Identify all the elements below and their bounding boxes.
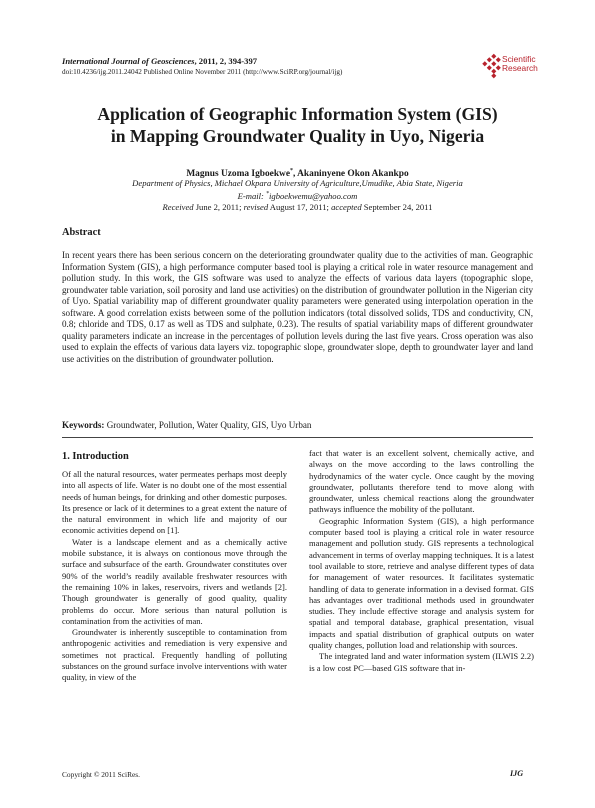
dates-line: [40, 202, 555, 213]
doi-line: doi:10.4236/ijg.2011.24042 Published Online November 2011 (http://www.SciRP.org/journal/ijg): [62, 68, 343, 76]
title-line-1: Application of Geographic Information System (GIS): [97, 104, 498, 124]
author-2: , Akaninyene Okon Akankpo: [292, 169, 409, 180]
section-divider: [62, 437, 533, 438]
left-column: [62, 469, 287, 684]
journal-abbreviation: IJG: [510, 769, 524, 778]
received-label: Received: [162, 201, 194, 212]
accepted-label: accepted: [331, 201, 362, 212]
email-label: E-mail:: [237, 190, 267, 201]
paper-title: [40, 103, 555, 147]
revised-date: August 17, 2011;: [268, 201, 332, 212]
abstract-text: In recent years there has been serious concern on the deteriorating groundwater quality due to the activities of man. Geographic Information System (GIS), a high performance computer based tool is playing a critical role in water resource management and pollution study. In this work, the GIS software was used to analyze the effects of various data layers (topographic slope, groundwater table variation, soil porosity and land use activities) on the distribution of groundwater pollution in the Nigerian city of Uyo. Spatial variability map of different groundwater quality parameters were generated using interpolation operation in the software. A good correlation exists between some of the pollution indicators (total dissolved solids, TDS and conductivity, CN, 0.8; chloride and TDS, 0.17 as well as TDS and sulphate, 0.23). The results of spatial variability maps of different groundwater quality parameters indicate an increase in the percentages of pollution levels during the last five years. Cross operation was also used to explain the effects of various data layers viz. topographic slope, groundwater slope, depth to groundwater layer and land use activities on the distribution of groundwater pollution.: [62, 250, 534, 364]
intro-paragraph-5: Geographic Information System (GIS), a high performance computer based tool is playing a critical role in water resource management and pollution study. GIS represents a technological advancement in terms of overlay mapping techniques. It is a latest tool available to store, retrieve and analyse different types of data for management of water resources. It facilitates systematic handling of data to generate information in a devised format. GIS has advantages over traditional methods used in groundwater studies. They include effective storage and analysis system for spatial and temporal database, graphical presentation, visual impacts and spatial distribution of graphical outputs on water quality changes, pollution load and relationship with sources.: [309, 515, 534, 651]
copyright-footer: Copyright © 2011 SciRes.: [62, 770, 141, 779]
corresponding-mark: *: [289, 168, 293, 174]
title-line-2: in Mapping Groundwater Quality in Uyo, Nigeria: [110, 126, 485, 146]
intro-paragraph-3: Groundwater is inherently susceptible to contamination from anthropogenic activities and remediation is very expensive and sometimes not practical. Frequently handling of polluting substances on the ground surface involve interventions with water quality, in view of the: [62, 627, 287, 683]
journal-name: International Journal of Geosciences: [62, 56, 195, 66]
logo-line-1: Scientific: [502, 54, 536, 64]
intro-paragraph-1: Of all the natural resources, water permeates perhaps most deeply into all aspects of life. Water is no doubt one of the most essential needs of human beings, for drinking and other domestic purposes. Its presence or lack of it determines to a great extent the nature of the natural environment in which life and majority of our economic activities depend on [1].: [62, 469, 287, 536]
email-mark: *: [266, 191, 270, 197]
journal-citation: [62, 56, 462, 67]
intro-paragraph-4: fact that water is an excellent solvent, chemically active, and always on the move according to the laws controlling the hydrodynamics of the water cycle. Once caught by the moving groundwater, pollutants therefore tend to move along with groundwater, unless chemical reactions along the groundwater pathways influence the mobility of the pollutant.: [309, 448, 534, 515]
abstract-heading: Abstract: [62, 227, 101, 238]
journal-volume: , 2011, 2, 394-397: [194, 56, 258, 66]
introduction-heading: 1. Introduction: [62, 451, 129, 462]
keywords-label: Keywords:: [62, 420, 105, 430]
accepted-date: September 24, 2011: [361, 201, 433, 212]
revised-label: revised: [243, 201, 269, 212]
keywords-text: Groundwater, Pollution, Water Quality, GIS, Uyo Urban: [104, 420, 312, 430]
journal-header: [62, 56, 462, 77]
right-column: [309, 448, 534, 674]
intro-paragraph-2: Water is a landscape element and as a chemically active mobile substance, it is always on contionous move through the surface and subsurface of the earth. Groundwater constitutes over 90% of the world’s readily available freshwater resources with the remaining 10% in lakes, reservoirs, rivers and wetlands [2]. Though groundwater is generally of good quality, quality problems do occur. More serious than natural pollution is contamination from the activities of man.: [62, 536, 287, 626]
affiliation-block: [40, 178, 555, 213]
email-address[interactable]: igboekwemu@yahoo.com: [269, 190, 358, 201]
affiliation: Department of Physics, Michael Okpara University of Agriculture,Umudike, Abia State, Nigeria: [132, 178, 463, 188]
author-1: Magnus Uzoma Igboekwe: [186, 169, 290, 180]
keywords-line: [62, 419, 533, 431]
abstract-body: [62, 250, 533, 365]
intro-paragraph-6: The integrated land and water information system (ILWIS 2.2) is a low cost PC—based GIS software that in-: [309, 651, 534, 673]
email-line: [40, 189, 555, 202]
logo-line-2: Research: [502, 63, 538, 73]
logo-wordmark: [502, 55, 538, 73]
received-date: June 2, 2011;: [193, 201, 244, 212]
